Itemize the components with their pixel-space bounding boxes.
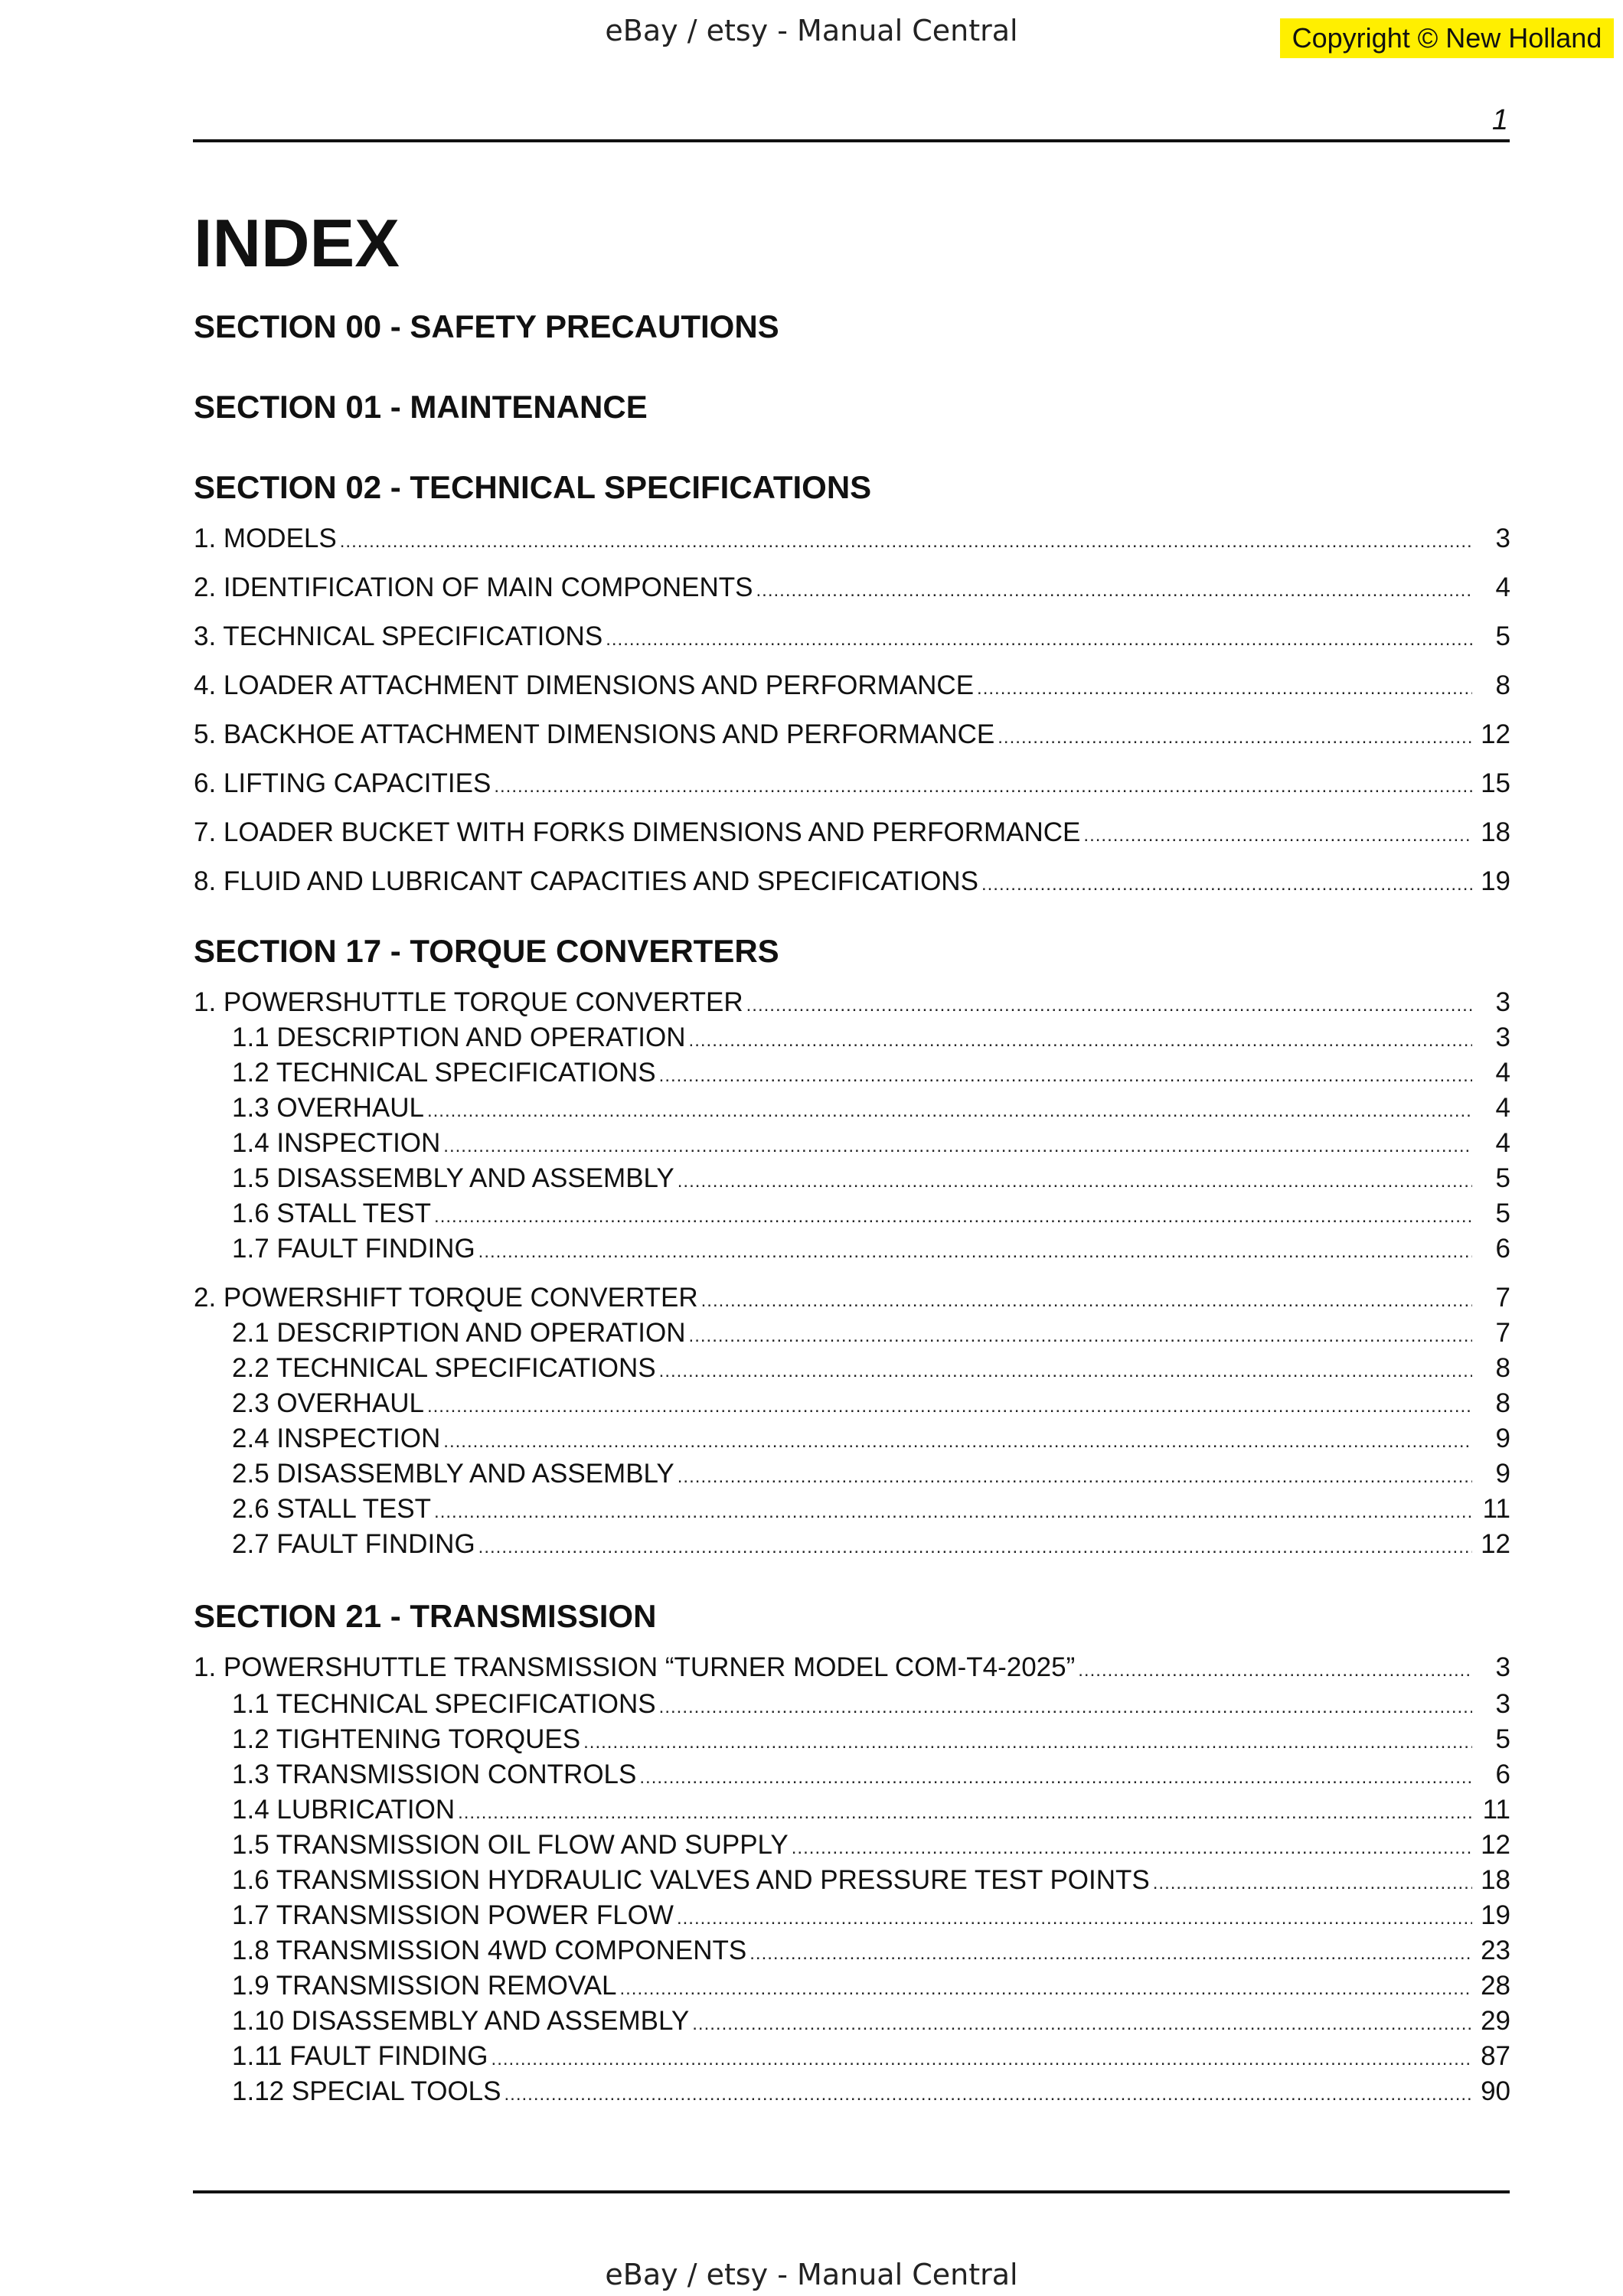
toc-entry-label: 1.3 OVERHAUL: [232, 1093, 424, 1123]
dot-leader: [340, 533, 1472, 551]
toc-entry[interactable]: [194, 1654, 1510, 1681]
toc-subentry[interactable]: [194, 1024, 1510, 1051]
toc-entry-label: 2.2 TECHNICAL SPECIFICATIONS: [232, 1353, 656, 1383]
dot-leader: [659, 1067, 1472, 1085]
toc-entry-page: 12: [1481, 719, 1510, 749]
dot-leader: [434, 1503, 1472, 1521]
toc-entry-label: 1.7 FAULT FINDING: [232, 1234, 475, 1264]
dot-leader: [677, 1910, 1472, 1928]
toc-entry-page: 3: [1495, 1022, 1510, 1052]
toc-entry-page: 4: [1495, 1058, 1510, 1088]
dot-leader: [659, 1362, 1472, 1381]
toc-entry-page: 90: [1481, 2076, 1510, 2106]
toc-entry-label: 1.4 LUBRICATION: [232, 1795, 456, 1825]
toc-subentry[interactable]: [194, 1867, 1510, 1893]
toc-entry[interactable]: [194, 525, 1510, 552]
toc-subentry[interactable]: [194, 1460, 1510, 1487]
toc-entry-page: 4: [1495, 572, 1510, 602]
dot-leader: [1083, 827, 1472, 845]
page-number: 1: [1491, 104, 1508, 136]
toc-entry-label: 3. TECHNICAL SPECIFICATIONS: [194, 621, 603, 651]
toc-entry-label: 5. BACKHOE ATTACHMENT DIMENSIONS AND PERFORMANCE: [194, 719, 995, 749]
section-title: SECTION 17 - TORQUE CONVERTERS: [194, 933, 779, 969]
header-rule: [193, 139, 1510, 142]
toc-entry-label: 2.3 OVERHAUL: [232, 1388, 424, 1418]
toc-entry-label: 2.7 FAULT FINDING: [232, 1529, 475, 1559]
dot-leader: [619, 1980, 1472, 1998]
toc-entry-page: 15: [1481, 768, 1510, 798]
toc-entry-page: 5: [1495, 1199, 1510, 1228]
dot-leader: [977, 680, 1472, 698]
toc-entry-label: 8. FLUID AND LUBRICANT CAPACITIES AND SPECIFICATIONS: [194, 866, 978, 896]
toc-entry-label: 1.6 TRANSMISSION HYDRAULIC VALVES AND PRESSURE TEST POINTS: [232, 1865, 1150, 1895]
toc-entry-page: 3: [1495, 987, 1510, 1017]
dot-leader: [689, 1032, 1472, 1050]
toc-subentry[interactable]: [194, 1200, 1510, 1227]
toc-subentry[interactable]: [194, 1726, 1510, 1753]
dot-leader: [678, 1172, 1472, 1191]
toc-entry-page: 29: [1481, 2006, 1510, 2036]
toc-subentry[interactable]: [194, 1902, 1510, 1929]
section-title: SECTION 01 - MAINTENANCE: [194, 389, 648, 425]
toc-entry-label: 2.6 STALL TEST: [232, 1494, 432, 1524]
dot-leader: [692, 2015, 1472, 2033]
dot-leader: [981, 876, 1472, 894]
toc-list: [194, 989, 1510, 1557]
toc-entry-label: 1. POWERSHUTTLE TORQUE CONVERTER: [194, 987, 743, 1017]
toc-entry-page: 5: [1495, 1163, 1510, 1193]
toc-entry-label: 1.11 FAULT FINDING: [232, 2041, 488, 2071]
dot-leader: [458, 1804, 1472, 1822]
toc-entry-label: 1. MODELS: [194, 523, 337, 553]
toc-entry-page: 5: [1495, 621, 1510, 651]
toc-subentry[interactable]: [194, 1761, 1510, 1788]
toc-subentry[interactable]: [194, 1495, 1510, 1522]
dot-leader: [494, 778, 1472, 796]
dot-leader: [1078, 1662, 1472, 1680]
toc-entry-page: 5: [1495, 1724, 1510, 1754]
section-21: [194, 1600, 1510, 2105]
section-01: [194, 391, 1510, 423]
dot-leader: [659, 1698, 1472, 1717]
dot-leader: [583, 1733, 1472, 1752]
dot-leader: [427, 1102, 1472, 1120]
index-title: INDEX: [194, 205, 400, 281]
toc-subentry[interactable]: [194, 1094, 1510, 1121]
toc-entry-page: 28: [1481, 1971, 1510, 2001]
section-title: SECTION 21 - TRANSMISSION: [194, 1598, 657, 1634]
toc-entry-label: 1.7 TRANSMISSION POWER FLOW: [232, 1900, 674, 1930]
toc-entry-page: 12: [1481, 1529, 1510, 1559]
toc-entry[interactable]: [194, 672, 1510, 699]
toc-entry[interactable]: [194, 770, 1510, 797]
toc-subentry[interactable]: [194, 1937, 1510, 1964]
dot-leader: [478, 1243, 1472, 1261]
section-00: [194, 308, 1510, 344]
toc-subentry[interactable]: [194, 1796, 1510, 1823]
toc-list: [194, 525, 1510, 895]
section-02: [194, 471, 1510, 895]
toc-subentry[interactable]: [194, 1235, 1510, 1262]
toc-entry-label: 4. LOADER ATTACHMENT DIMENSIONS AND PERFORMANCE: [194, 670, 975, 700]
toc-entry-page: 18: [1481, 1865, 1510, 1895]
toc-subentry[interactable]: [194, 2078, 1510, 2105]
dot-leader: [606, 631, 1472, 649]
toc-entry-page: 3: [1495, 523, 1510, 553]
toc-entry-page: 23: [1481, 1936, 1510, 1965]
toc-subentry[interactable]: [194, 1691, 1510, 1717]
toc-entry-page: 11: [1482, 1494, 1510, 1524]
toc-entry-page: 8: [1495, 1353, 1510, 1383]
dot-leader: [998, 729, 1472, 747]
dot-leader: [1153, 1874, 1472, 1893]
toc-entry-page: 19: [1481, 1900, 1510, 1930]
toc-entry-page: 12: [1481, 1830, 1510, 1860]
toc-entry-label: 1.5 TRANSMISSION OIL FLOW AND SUPPLY: [232, 1830, 789, 1860]
toc-entry-page: 6: [1495, 1234, 1510, 1264]
dot-leader: [491, 2050, 1472, 2069]
toc-entry-page: 7: [1495, 1283, 1510, 1313]
section-title: SECTION 00 - SAFETY PRECAUTIONS: [194, 308, 779, 344]
toc-entry-label: 2.5 DISASSEMBLY AND ASSEMBLY: [232, 1459, 674, 1489]
toc-entry-label: 7. LOADER BUCKET WITH FORKS DIMENSIONS AND PERFORMANCE: [194, 817, 1081, 847]
footer-watermark: eBay / etsy - Manual Central: [605, 2258, 1018, 2291]
dot-leader: [701, 1292, 1472, 1310]
toc-subentry[interactable]: [194, 1972, 1510, 1999]
toc-entry-page: 9: [1495, 1459, 1510, 1489]
toc-entry[interactable]: [194, 623, 1510, 650]
toc-entry-label: 1. POWERSHUTTLE TRANSMISSION “TURNER MODEL COM-T4-2025”: [194, 1652, 1076, 1682]
section-17: [194, 935, 1510, 1557]
toc-entry-page: 3: [1495, 1689, 1510, 1719]
toc-subentry[interactable]: [194, 2043, 1510, 2069]
toc-entry-page: 6: [1495, 1760, 1510, 1789]
toc-entry-label: 1.10 DISASSEMBLY AND ASSEMBLY: [232, 2006, 690, 2036]
toc-entry-page: 3: [1495, 1652, 1510, 1682]
toc-entry-label: 6. LIFTING CAPACITIES: [194, 768, 491, 798]
toc-entry-label: 2.4 INSPECTION: [232, 1424, 441, 1453]
section-title: SECTION 02 - TECHNICAL SPECIFICATIONS: [194, 469, 872, 505]
toc-entry-label: 1.9 TRANSMISSION REMOVAL: [232, 1971, 617, 2001]
toc-subentry[interactable]: [194, 1355, 1510, 1381]
toc-entry-label: 2.1 DESCRIPTION AND OPERATION: [232, 1318, 686, 1348]
dot-leader: [443, 1433, 1472, 1451]
toc-subentry[interactable]: [194, 1059, 1510, 1086]
toc-entry-label: 1.12 SPECIAL TOOLS: [232, 2076, 501, 2106]
toc-entry-label: 1.1 TECHNICAL SPECIFICATIONS: [232, 1689, 656, 1719]
toc-subentry[interactable]: [194, 1425, 1510, 1452]
toc-entry-page: 87: [1481, 2041, 1510, 2071]
toc-entry[interactable]: [194, 721, 1510, 748]
toc-entry-page: 19: [1481, 866, 1510, 896]
dot-leader: [678, 1468, 1472, 1486]
toc-entry-label: 1.3 TRANSMISSION CONTROLS: [232, 1760, 637, 1789]
toc-entry-label: 1.8 TRANSMISSION 4WD COMPONENTS: [232, 1936, 747, 1965]
toc-entry-page: 8: [1495, 1388, 1510, 1418]
index-content: [194, 197, 1510, 2105]
toc-entry-label: 1.4 INSPECTION: [232, 1128, 441, 1158]
header-watermark: eBay / etsy - Manual Central: [605, 14, 1018, 47]
toc-subentry[interactable]: [194, 1390, 1510, 1417]
toc-entry-label: 2. POWERSHIFT TORQUE CONVERTER: [194, 1283, 698, 1313]
toc-subentry[interactable]: [194, 1130, 1510, 1156]
toc-entry[interactable]: [194, 868, 1510, 895]
toc-entry-page: 8: [1495, 670, 1510, 700]
toc-subentry[interactable]: [194, 1531, 1510, 1557]
toc-entry-label: 1.1 DESCRIPTION AND OPERATION: [232, 1022, 686, 1052]
dot-leader: [792, 1839, 1472, 1857]
toc-subentry[interactable]: [194, 1319, 1510, 1346]
dot-leader: [749, 1945, 1472, 1963]
dot-leader: [689, 1327, 1472, 1345]
toc-entry-page: 4: [1495, 1128, 1510, 1158]
dot-leader: [639, 1769, 1472, 1787]
dot-leader: [478, 1538, 1472, 1557]
toc-list: [194, 1654, 1510, 2105]
toc-subentry[interactable]: [194, 1165, 1510, 1192]
toc-entry-page: 7: [1495, 1318, 1510, 1348]
dot-leader: [427, 1397, 1472, 1416]
toc-entry-label: 1.6 STALL TEST: [232, 1199, 432, 1228]
dot-leader: [746, 996, 1472, 1015]
toc-entry-page: 11: [1482, 1795, 1510, 1825]
toc-entry-label: 1.2 TECHNICAL SPECIFICATIONS: [232, 1058, 656, 1088]
dot-leader: [756, 582, 1473, 600]
toc-entry-label: 1.5 DISASSEMBLY AND ASSEMBLY: [232, 1163, 674, 1193]
toc-entry-page: 4: [1495, 1093, 1510, 1123]
toc-entry-page: 18: [1481, 817, 1510, 847]
toc-subentry[interactable]: [194, 1831, 1510, 1858]
toc-entry-label: 2. IDENTIFICATION OF MAIN COMPONENTS: [194, 572, 753, 602]
dot-leader: [443, 1137, 1472, 1156]
dot-leader: [505, 2086, 1473, 2104]
toc-entry-label: 1.2 TIGHTENING TORQUES: [232, 1724, 581, 1754]
toc-entry[interactable]: [194, 989, 1510, 1016]
toc-entry-page: 9: [1495, 1424, 1510, 1453]
toc-entry[interactable]: [194, 574, 1510, 601]
toc-subentry[interactable]: [194, 2007, 1510, 2034]
toc-entry[interactable]: [194, 1284, 1510, 1311]
toc-entry[interactable]: [194, 819, 1510, 846]
copyright-badge: Copyright © New Holland: [1280, 18, 1614, 58]
dot-leader: [434, 1208, 1472, 1226]
footer-rule: [193, 2190, 1510, 2193]
